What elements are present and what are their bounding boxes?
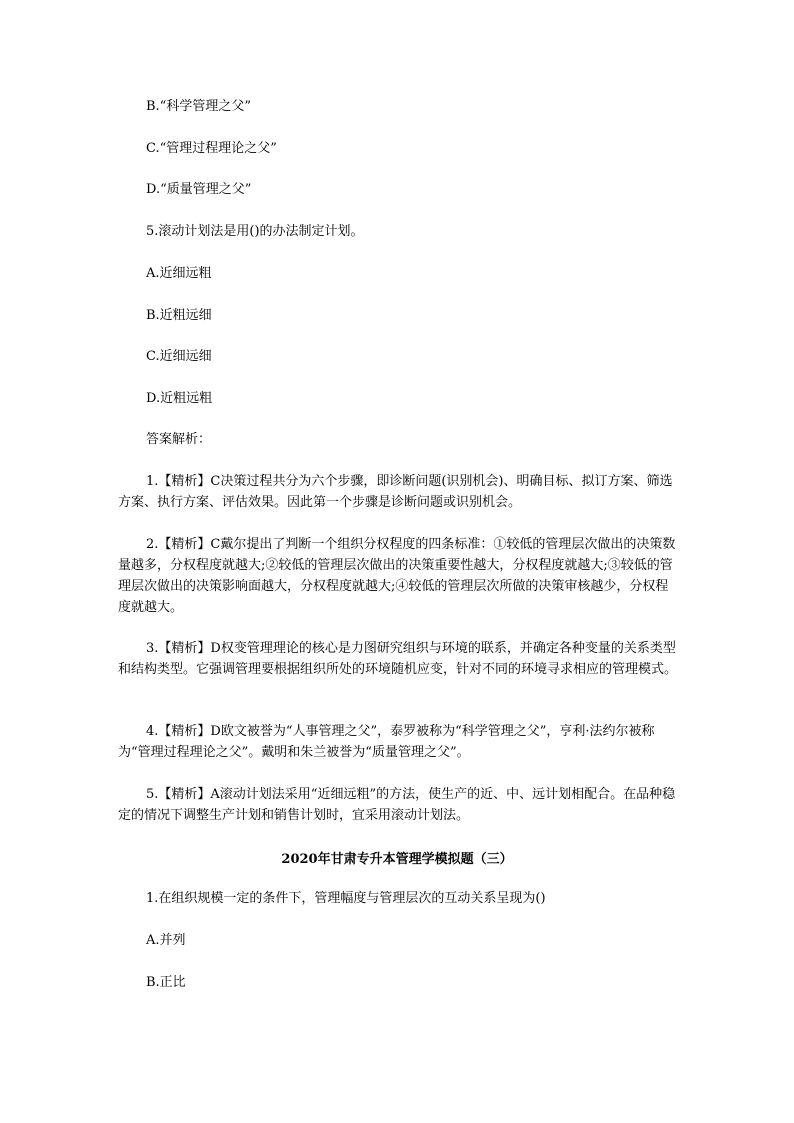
q4-option-d: D.“质量管理之父” [146, 182, 252, 197]
answers-label: 答案解析： [146, 432, 212, 447]
answer-1: 1.【精析】C决策过程共分为六个步骤，即诊断问题(识别机会)、明确目标、拟订方案、筛选方案、执行方案、评估效果。因此第一个步骤是诊断问题或识别机会。 [118, 474, 673, 510]
q5-option-c: C.近细远细 [146, 349, 212, 364]
section-title: 2020年甘肃专升本管理学模拟题（三） [281, 852, 513, 867]
q5-option-a: A.近细远粗 [146, 266, 212, 281]
q1-stem: 1.在组织规模一定的条件下，管理幅度与管理层次的互动关系呈现为() [146, 891, 546, 906]
q5-option-d: D.近粗远粗 [146, 391, 213, 406]
q5-option-b: B.近粗远细 [146, 308, 212, 323]
answer-3: 3.【精析】D权变管理理论的核心是力图研究组织与环境的联系，并确定各种变量的关系类型和结构类型。它强调管理要根据组织所处的环境随机应变，针对不同的环境寻求相应的管理模式。 [118, 641, 678, 677]
q4-option-c: C.“管理过程理论之父” [146, 141, 277, 156]
q5-stem: 5.滚动计划法是用()的办法制定计划。 [146, 224, 364, 239]
q4-option-b: B.“科学管理之父” [146, 99, 251, 114]
q1-option-a: A.并列 [146, 933, 186, 948]
q1-option-b: B.正比 [146, 975, 186, 990]
answer-4: 4.【精析】D欧文被誉为“人事管理之父”，泰罗被称为“科学管理之父”，亨利·法约尔被称为“管理过程理论之父”。戴明和朱兰被誉为“质量管理之父”。 [118, 724, 655, 760]
answer-2: 2.【精析】C戴尔提出了判断一个组织分权程度的四条标准：①较低的管理层次做出的决策数量越多，分权程度就越大;②较低的管理层次做出的决策重要性越大，分权程度就越大;③较低的管理层次做出的决策影响面越大，分权程度就越大;④较低的管理层次所做的决策审核越少，分权程度就越大。 [118, 537, 676, 615]
answer-5: 5.【精析】A滚动计划法采用“近细远粗”的方法，使生产的近、中、远计划相配合。在品种稳定的情况下调整生产计划和销售计划时，宜采用滚动计划法。 [118, 787, 676, 823]
